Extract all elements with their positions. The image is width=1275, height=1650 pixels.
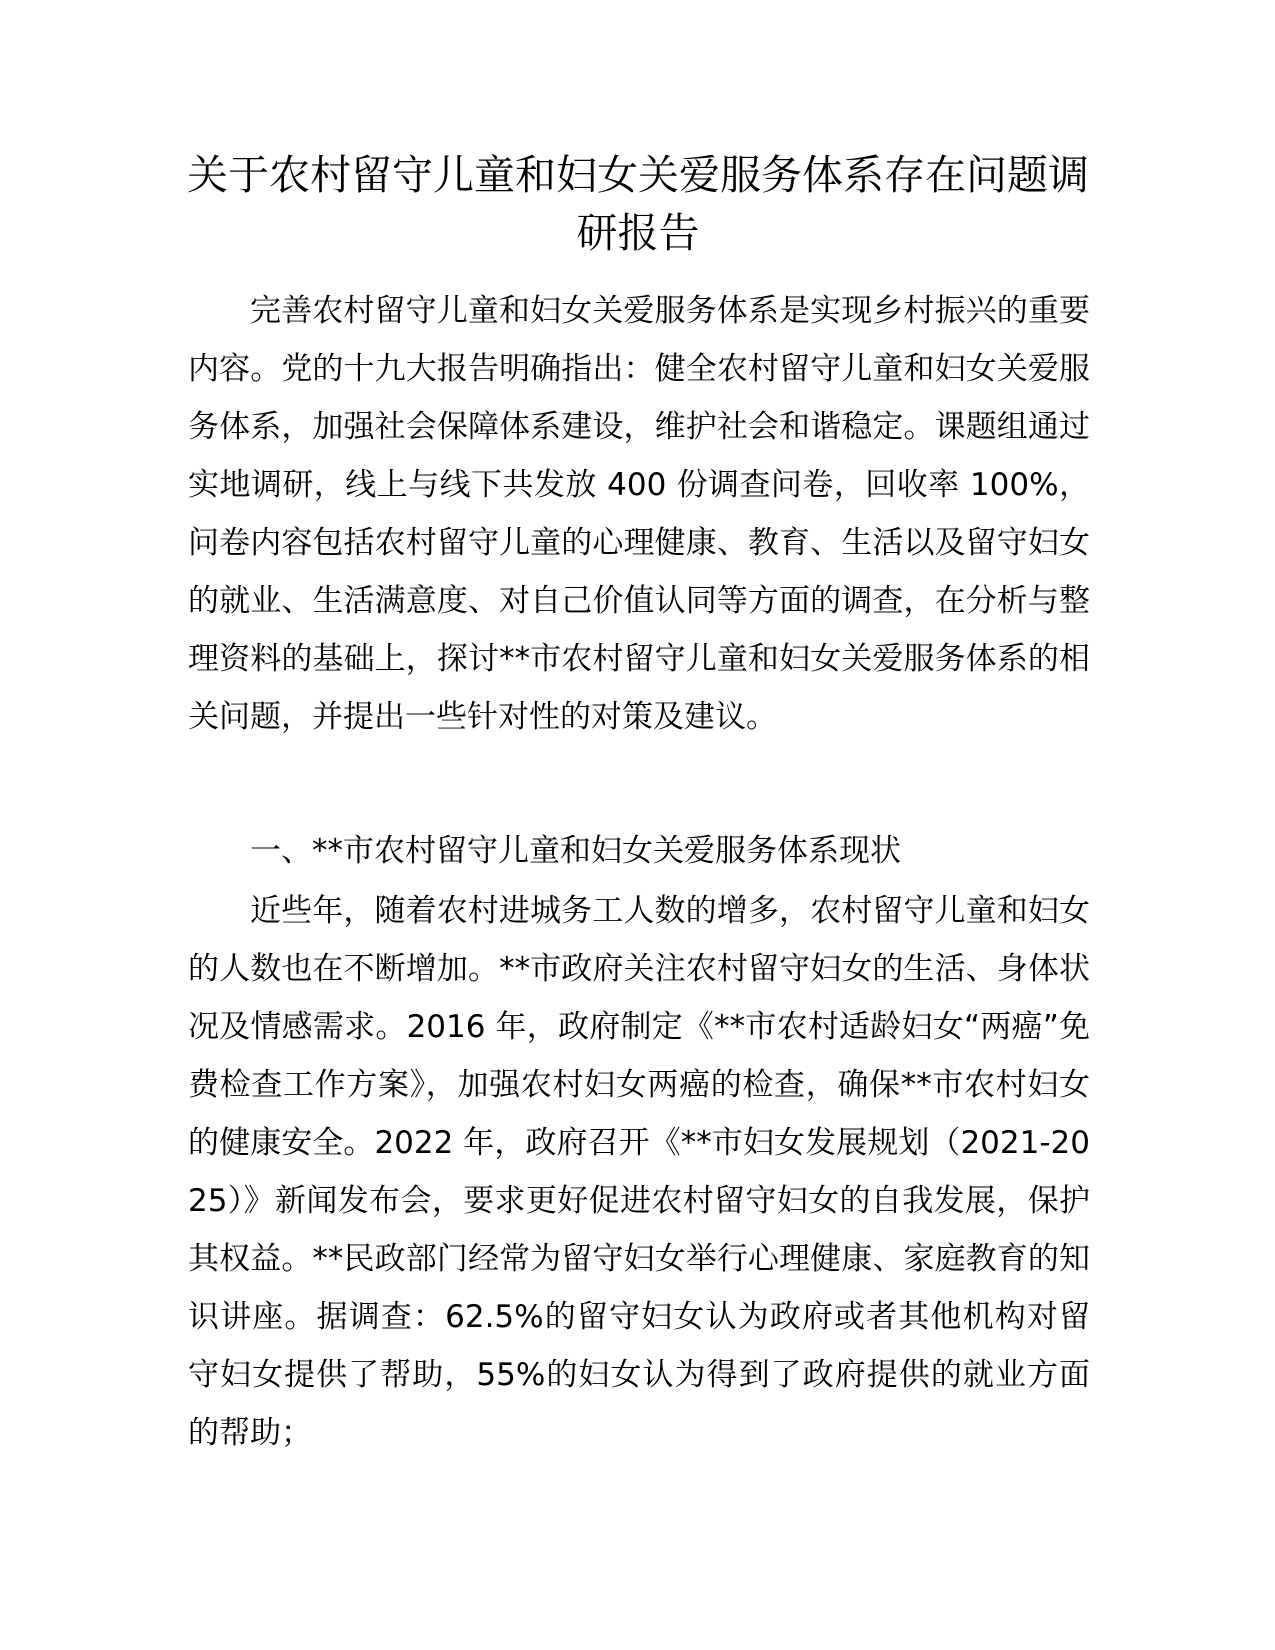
document-title: 关于农村留守儿童和妇女关爱服务体系存在问题调研报告 bbox=[187, 151, 1089, 257]
status-paragraph: 近些年，随着农村进城务工人数的增多，农村留守儿童和妇女的人数也在不断增加。**市政府关注农村留守妇女的生活、身体状况及情感需求。2016 年，政府制定《**市农村适龄妇女“两癌”免费检查工作方案》，加强农村妇女两癌的检查，确保**市农村妇女的健康安全。2022 年，政府召开《**市妇女发展规划（2021-2025）》新闻发布会，要求更好促进农村留守妇女的自我发展，保护其权益。**民政部门经常为留守妇女举行心理健康、家庭教育的知识讲座。据调查：62.5%的留守妇女认为政府或者其他机构对留守妇女提供了帮助，55%的妇女认为得到了政府提供的就业方面的帮助； bbox=[188, 893, 1090, 1451]
intro-paragraph: 完善农村留守儿童和妇女关爱服务体系是实现乡村振兴的重要内容。党的十九大报告明确指出：健全农村留守儿童和妇女关爱服务体系，加强社会保障体系建设，维护社会和谐稳定。课题组通过实地调研，线上与线下共发放 400 份调查问卷，回收率 100%，问卷内容包括农村留守儿童的心理健康、教育、生活以及留守妇女的就业、生活满意度、对自己价值认同等方面的调查，在分析与整理资料的基础上，探讨**市农村留守儿童和妇女关爱服务体系的相关问题，并提出一些针对性的对策及建议。 bbox=[188, 293, 1090, 735]
section-heading: 一、**市农村留守儿童和妇女关爱服务体系现状 bbox=[250, 833, 901, 869]
